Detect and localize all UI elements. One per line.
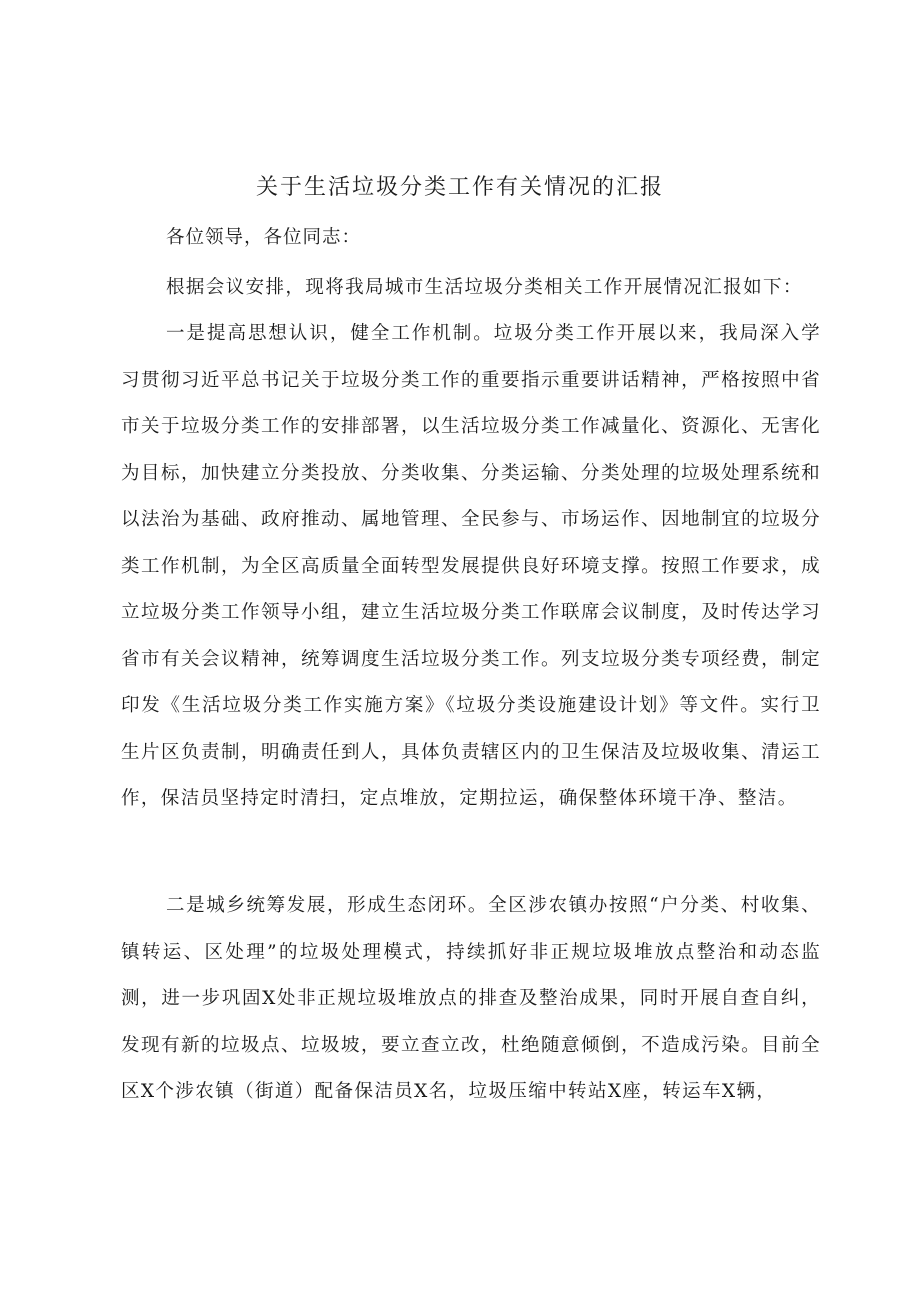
document-title: 关于生活垃圾分类工作有关情况的汇报 (255, 175, 664, 200)
paragraph-intro: 根据会议安排，现将我局城市生活垃圾分类相关工作开展情况汇报如下： (166, 277, 803, 298)
paragraph-point-two: 二是城乡统筹发展，形成生态闭环。全区涉农镇办按照“户分类、村收集、镇转运、区处理”的垃圾处理模式，持续抓好非正规垃圾堆放点整治和动态监测，进一步巩固X处非正规垃圾堆放点的排查及整治成果，同时开展自查自纠，发现有新的垃圾点、垃圾坡，要立查立改，杜绝随意倾倒，不造成污染。目前全区X个涉农镇（街道）配备保洁员X名，垃圾压缩中转站X座，转运车X辆， (121, 895, 821, 1102)
paragraph-point-one: 一是提高思想认识，健全工作机制。垃圾分类工作开展以来，我局深入学习贯彻习近平总书记关于垃圾分类工作的重要指示重要讲话精神，严格按照中省市关于垃圾分类工作的安排部署，以生活垃圾分类工作减量化、资源化、无害化为目标，加快建立分类投放、分类收集、分类运输、分类处理的垃圾处理系统和以法治为基础、政府推动、属地管理、全民参与、市场运作、因地制宜的垃圾分类工作机制，为全区高质量全面转型发展提供良好环境支撑。按照工作要求，成立垃圾分类工作领导小组，建立生活垃圾分类工作联席会议制度，及时传达学习省市有关会议精神，统筹调度生活垃圾分类工作。列支垃圾分类专项经费，制定印发《生活垃圾分类工作实施方案》《垃圾分类设施建设计划》等文件。实行卫生片区负责制，明确责任到人，具体负责辖区内的卫生保洁及垃圾收集、清运工作，保洁员坚持定时清扫，定点堆放，定期拉运，确保整体环境干净、整洁。 (121, 323, 821, 809)
salutation: 各位领导，各位同志： (166, 227, 362, 248)
